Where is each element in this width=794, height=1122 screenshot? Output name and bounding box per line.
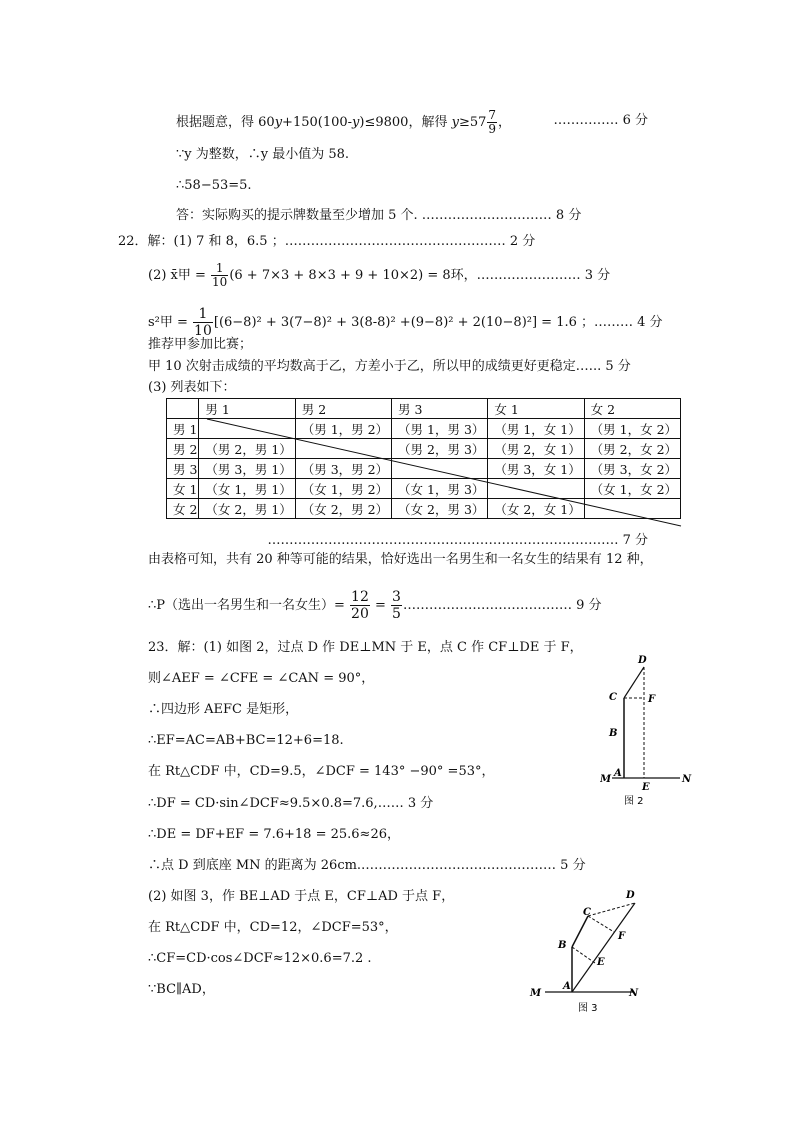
fraction-num: 3: [392, 589, 401, 605]
q23-line10: 在 Rt△CDF 中，CD=12，∠DCF=53°，: [148, 920, 398, 935]
fig2-label-n: N: [682, 774, 692, 785]
q21-line4: 答：实际购买的提示牌数量至少增加 5 个. ………………………… 8 分: [176, 208, 582, 223]
q22-line8: [148, 589, 602, 622]
q22-text: (2) x̄甲 =: [148, 268, 211, 283]
table-cell: （男 1，男 3）: [392, 419, 488, 439]
table-cell: （男 2，男 1）: [199, 439, 295, 459]
table-cell: 男 2: [167, 439, 199, 459]
q22-line4: 推荐甲参加比赛；: [148, 337, 253, 352]
table-cell: （男 3，女 2）: [584, 459, 680, 479]
fig3-label-m: M: [530, 988, 542, 999]
q23-line7: ∴DE = DF+EF = 7.6+18 = 25.6≈26，: [148, 827, 400, 842]
table-cell: （男 3，男 1）: [199, 459, 295, 479]
table-cell: 男 2: [295, 399, 391, 419]
table-cell: 男 3: [167, 459, 199, 479]
fig2-caption: 图 2: [624, 796, 644, 807]
q23-line12: ∵BC∥AD，: [148, 982, 215, 997]
fig2-label-d: D: [638, 655, 647, 666]
q23-line3: ∴四边形 AEFC 是矩形，: [148, 702, 299, 717]
table-cell: 女 1: [167, 479, 199, 499]
q22-line6: (3) 列表如下：: [148, 380, 236, 395]
fraction-den: 5: [392, 606, 401, 622]
q22-line1: 22．解：(1) 7 和 8，6.5 ；…………………………………………… 2 分: [118, 234, 536, 249]
fraction-num: 1: [193, 306, 213, 323]
q22-text: [(6−8)² + 3(7−8)² + 3(8-8)² +(9−8)² + 2(10−8)²] = 1.6 ；……… 4 分: [213, 315, 663, 330]
table-cell: （女 1，男 2）: [295, 479, 391, 499]
q22-text: (6 + 7×3 + 8×3 + 9 + 10×2) = 8环，…………………… 3 分: [229, 268, 611, 283]
q23-line11: ∴CF=CD·cos∠DCF≈12×0.6=7.2 .: [148, 951, 372, 966]
q23-line8: ∴点 D 到底座 MN 的距离为 26cm.……………………………………… 5 分: [148, 858, 586, 873]
q22-text: ………………………………… 9 分: [402, 598, 602, 613]
table-cell: （女 2，男 2）: [295, 499, 391, 519]
fig3-label-c: C: [583, 907, 591, 918]
table-cell: （女 1，女 2）: [584, 479, 680, 499]
fraction-den: 10: [194, 323, 212, 339]
q23-line5: 在 Rt△CDF 中，CD=9.5，∠DCF = 143° −90° =53°，: [148, 764, 495, 779]
table-cell: 男 1: [199, 399, 295, 419]
fraction: [391, 589, 402, 622]
table-cell: （女 2，男 1）: [199, 499, 295, 519]
table-cell: （女 1，男 1）: [199, 479, 295, 499]
q23-line2: 则∠AEF = ∠CFE = ∠CAN = 90°，: [148, 671, 375, 686]
table-cell: （女 2，男 3）: [392, 499, 488, 519]
q23-line4: ∴EF=AC=AB+BC=12+6=18.: [148, 733, 344, 748]
fig2-label-m: M: [600, 774, 612, 785]
table-cell: （女 2，女 1）: [488, 499, 584, 519]
q22-text: =: [370, 598, 391, 613]
q21-line2: ∵y 为整数，∴y 最小值为 58.: [176, 147, 350, 162]
q21-text: +150(100-: [282, 115, 353, 130]
table-cell: 女 1: [488, 399, 584, 419]
table-cell: 男 1: [167, 419, 199, 439]
q22-table-score: ……………………………………………………………………… 7 分: [267, 533, 648, 548]
fig2-label-e: E: [642, 782, 650, 793]
figure-3: [525, 885, 655, 1020]
fraction-den: 10: [212, 275, 228, 289]
fig3-label-a: A: [563, 981, 571, 992]
q23-line1: 23．解：(1) 如图 2，过点 D 作 DE⊥MN 于 E，点 C 作 CF⊥DE 于 F，: [148, 640, 583, 655]
q21-text: ，: [498, 115, 512, 130]
fig2-label-c: C: [609, 692, 617, 703]
table-cell: （男 3，女 1）: [488, 459, 584, 479]
table-cell: 男 3: [392, 399, 488, 419]
fig2-label-b: B: [609, 728, 618, 739]
table-cell: （男 3，男 2）: [295, 459, 391, 479]
table-cell: （男 1，男 2）: [295, 419, 391, 439]
table-cell: 女 2: [167, 499, 199, 519]
fig3-caption: 图 3: [578, 1003, 598, 1014]
table-cell: （男 1，女 2）: [584, 419, 680, 439]
q21-text: 根据题意，得 60: [176, 115, 275, 130]
fig3-label-f: F: [618, 931, 626, 942]
q21-score1: …………… 6 分: [553, 113, 648, 128]
fig2-label-a: A: [614, 768, 622, 779]
q22-text: ∴P（选出一名男生和一名女生）=: [148, 598, 350, 613]
fraction-num: 1: [211, 262, 228, 276]
fraction-den: 9: [488, 122, 497, 136]
table-cell: （男 2，女 2）: [584, 439, 680, 459]
figure-2: [600, 650, 700, 810]
fig3-label-d: D: [626, 890, 635, 901]
q23-line9: (2) 如图 3，作 BE⊥AD 于点 E，CF⊥AD 于点 F，: [148, 889, 455, 904]
fig3-label-n: N: [629, 988, 639, 999]
table-cell: （男 1，女 1）: [488, 419, 584, 439]
table-cell: 女 2: [584, 399, 680, 419]
fig2-label-f: F: [648, 694, 656, 705]
q21-var: y: [451, 115, 459, 130]
table-cell: （男 2，男 3）: [392, 439, 488, 459]
fraction-num: 12: [351, 589, 369, 605]
q21-line1: 根据题意，得 60y+150(100-y)≤9800，解得 y≥57 $\frac{7}{9}$ ，: [176, 108, 512, 136]
q22-line7: 由表格可知，共有 20 种等可能的结果，恰好选出一名男生和一名女生的结果有 12 种，: [148, 552, 653, 567]
fraction-num: 7: [488, 108, 497, 122]
q23-line6: ∴DF = CD·sin∠DCF≈9.5×0.8=7.6,…… 3 分: [148, 796, 434, 811]
q21-line3: ∴58−53=5.: [176, 178, 252, 193]
table-cell: （女 1，男 3）: [392, 479, 488, 499]
q21-text: ≥57: [458, 115, 487, 130]
fraction: [350, 589, 370, 622]
q22-text: s²甲 =: [148, 315, 193, 330]
q21-text: )≤9800，解得: [359, 115, 452, 130]
fraction-den: 20: [351, 606, 369, 622]
fig3-label-b: B: [558, 940, 567, 951]
table-cell: （男 2，女 1）: [488, 439, 584, 459]
fig3-label-e: E: [597, 957, 605, 968]
q22-line5: 甲 10 次射击成绩的平均数高于乙，方差小于乙，所以甲的成绩更好更稳定.….. 5 分: [148, 359, 631, 374]
